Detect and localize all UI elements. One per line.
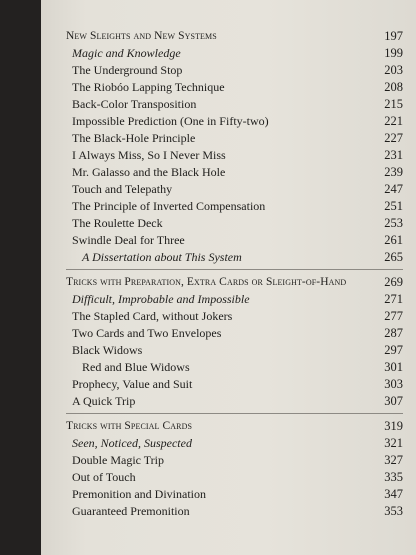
entry-page-number: 221 [384,114,403,128]
toc-entry[interactable] [66,469,403,486]
entry-page-number: 247 [384,182,403,196]
entry-page-number: 215 [384,97,403,111]
toc-entry[interactable] [66,62,403,79]
toc-entry[interactable] [66,147,403,164]
entry-title: The Roulette Deck [72,216,163,230]
toc-entry[interactable] [66,215,403,232]
section-page-number: 197 [384,29,403,43]
toc-entry[interactable] [66,291,403,308]
entry-page-number: 239 [384,165,403,179]
toc-entry[interactable] [66,130,403,147]
entry-title: The Black-Hole Principle [72,131,196,145]
entry-title: Back-Color Transposition [72,97,197,111]
entry-title: Guaranteed Premonition [72,504,190,518]
toc-entry[interactable] [66,232,403,249]
entry-title: The Underground Stop [72,63,183,77]
entry-title: I Always Miss, So I Never Miss [72,148,226,162]
section-heading-row[interactable] [66,418,403,435]
toc-entry[interactable] [66,249,403,266]
entry-page-number: 231 [384,148,403,162]
entry-page-number: 297 [384,343,403,357]
entry-title: The Principle of Inverted Compensation [72,199,266,213]
entry-page-number: 199 [384,46,403,60]
section-title: Tricks with Special Cards [66,420,192,432]
entry-page-number: 208 [384,80,403,94]
toc-entry[interactable] [66,308,403,325]
entry-page-number: 321 [384,436,403,450]
entry-page-number: 287 [384,326,403,340]
entry-title: Swindle Deal for Three [72,233,185,247]
toc-entry[interactable] [66,503,403,520]
entry-page-number: 251 [384,199,403,213]
entry-page-number: 307 [384,394,403,408]
toc-entry[interactable] [66,342,403,359]
entry-title: Impossible Prediction (One in Fifty-two) [72,114,269,128]
toc-entry[interactable] [66,435,403,452]
entry-page-number: 265 [384,250,403,264]
entry-page-number: 277 [384,309,403,323]
entry-title: A Quick Trip [72,394,136,408]
entry-title: Mr. Galasso and the Black Hole [72,165,226,179]
toc-entry[interactable] [66,181,403,198]
toc-entry[interactable] [66,79,403,96]
entry-page-number: 203 [384,63,403,77]
toc-entry[interactable] [66,164,403,181]
section-title: Tricks with Preparation, Extra Cards or Sleight-of-Hand [66,276,347,288]
entry-title: Prophecy, Value and Suit [72,377,193,391]
entry-title: Black Widows [72,343,143,357]
table-of-contents [66,28,403,520]
entry-title: The Riobóo Lapping Technique [72,80,225,94]
entry-title: Red and Blue Widows [82,360,190,374]
toc-entry[interactable] [66,393,403,410]
toc-entry[interactable] [66,359,403,376]
entry-title: A Dissertation about This System [82,250,242,264]
toc-entry[interactable] [66,486,403,503]
section-heading-row[interactable] [66,28,403,45]
toc-entry[interactable] [66,198,403,215]
entry-title: Seen, Noticed, Suspected [72,436,192,450]
entry-page-number: 261 [384,233,403,247]
entry-title: Premonition and Divination [72,487,206,501]
entry-page-number: 301 [384,360,403,374]
entry-title: Two Cards and Two Envelopes [72,326,222,340]
entry-title: Difficult, Improbable and Impossible [72,292,250,306]
entry-page-number: 335 [384,470,403,484]
entry-page-number: 353 [384,504,403,518]
toc-entry[interactable] [66,376,403,393]
entry-title: Touch and Telepathy [72,182,173,196]
entry-page-number: 347 [384,487,403,501]
entry-title: Out of Touch [72,470,136,484]
toc-entry[interactable] [66,113,403,130]
entry-page-number: 271 [384,292,403,306]
section-title: New Sleights and New Systems [66,30,217,42]
entry-page-number: 227 [384,131,403,145]
section-page-number: 319 [384,419,403,433]
entry-title: Magic and Knowledge [72,46,181,60]
entry-page-number: 327 [384,453,403,467]
section-heading-row[interactable] [66,274,403,291]
toc-entry[interactable] [66,45,403,62]
entry-title: The Stapled Card, without Jokers [72,309,233,323]
section-page-number: 269 [384,275,403,289]
entry-page-number: 253 [384,216,403,230]
toc-entry[interactable] [66,325,403,342]
toc-entry[interactable] [66,96,403,113]
entry-page-number: 303 [384,377,403,391]
book-page [41,0,416,555]
toc-entry[interactable] [66,452,403,469]
entry-title: Double Magic Trip [72,453,165,467]
